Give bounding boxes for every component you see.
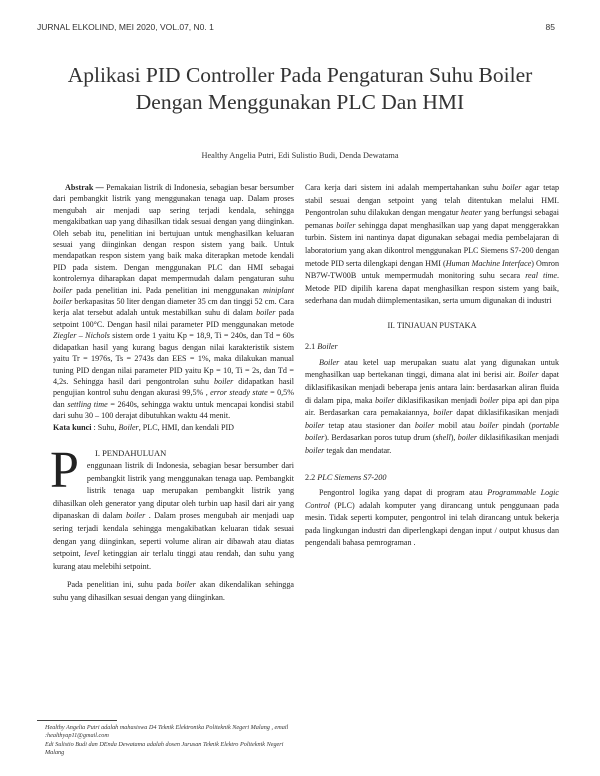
drop-cap: P	[50, 441, 79, 499]
footnotes	[45, 724, 295, 757]
footnote-author-2: Edi Sulistio Budi dan DEnda Dewatama adalah dosen Jurusan Teknik Elektro Politeknik Negeri Malang	[45, 740, 284, 756]
plc-paragraph: Pengontrol logika yang dapat di program atau Programmable Logic Control (PLC) adalah komputer yang dirancang untuk penggunaan pada mesin. Tidak seperti komputer, pengontrol ini telah dirancang untuk bekerja pada lingkungan industri dan diperlengkapi dengan input / output khusus dan pengendali bahasa pemrograman .	[305, 487, 560, 548]
boiler-paragraph: Boiler atau ketel uap merupakan suatu alat yang digunakan untuk menghasilkan uap bertekanan tinggi, dimana alat ini berisi air. Boiler dapat diklasifikasikan menjadi beberapa jenis antara lain: berdasarkan aliran fluida di dalam pipa, maka boiler diklasifikasikan menjadi boiler pipa api dan pipa air. Berdasarkan cara pemakaiannya, boiler dapat diklasifikasikan menjadi boiler tetap atau stasioner dan boiler mobil atau boiler pindah (portable boiler). Berdasarkan poros tutup drum (shell), boiler diklasifikasikan menjadi boiler tegak dan mendatar.	[305, 357, 559, 455]
keywords-label: Kata kunci	[53, 422, 92, 432]
title-line-2: Dengan Menggunakan PLC Dan HMI	[135, 90, 465, 114]
footnote-author-1: Healthy Angelia Putri adalah mahasiswa D4 Teknik Elektronika Politeknik Negeri Malang , email :healthyap11@gmail.com	[45, 724, 289, 740]
running-header	[37, 22, 555, 32]
paper-title	[30, 62, 570, 116]
keywords: Kata kunci : Suhu, Boiler, PLC, HMI, dan kendali PID	[53, 422, 235, 432]
page-number: 85	[545, 22, 555, 32]
right-column	[305, 182, 559, 550]
title-line-1: Aplikasi PID Controller Pada Pengaturan Suhu Boiler	[67, 63, 533, 87]
abstract: Abstrak — Pemakaian listrik di Indonesia, sebagian besar bersumber dari pembangkit listrik yang menggunakan tenaga uap. Dalam proses mengubah air menjadi uap sering terjadi kendala, sehingga mengakibatkan uap yang dihasilkan tidak sesuai dengan yang diinginkan. Oleh sebab itu, penelitian ini bertujuan untuk menghasilkan keluaran sesuai yang diinginkan dengan respon sistem yang baik. Untuk mendapatkan respon sistem yang baik maka diterapkan metode kendali PID pada sistem. Dengan menggunakan PLC dan HMI sebagai kontrolernya diharapkan dapat mempermudah dalam pengaturan suhu boiler pada penelitian ini. Pada penelitian ini menggunakan miniplant boiler berkapasitas 50 liter dengan diameter 35 cm dan tinggi 52 cm. Cara kerja alat tersebut adalah untuk mestabilkan suhu di dalam boiler pada setpoint 100°C. Dengan hasil nilai parameter PID menggunakan metode Ziegler – Nichols sistem orde 1 yaitu Kp = 18,9, Ti = 240s, dan Td = 60s didapatkan hasil yang kurang bagus dengan nilai karakteristik sistem yaitu Tr = 1976s, Ts = 2743s dan EES = 1%, maka dilakukan manual tuning PID dengan nilai parameter PID yaitu Kp = 10, Ti = 2s, dan Td = 4,2s. Sehingga hasil dari pengontrolan suhu boiler didapatkan hasil pengujian kontrol suhu dengan akurasi 99,5% , error steady state = 0,5% dan settling time = 2640s, sehingga waktu untuk mencapai kondisi stabil dari suhu 30 – 100 derajat dibutuhkan waktu 44 menit.	[53, 183, 295, 421]
journal-info: JURNAL ELKOLIND, MEI 2020, VOL.07, N0. 1	[37, 22, 214, 32]
intro-paragraph-2: Pada penelitian ini, suhu pada boiler akan dikendalikan sehingga suhu yang dihasilkan sesuai dengan yang diinginkan.	[53, 580, 294, 602]
introduction-section	[50, 441, 294, 605]
intro-paragraph-1: enggunaan listrik di Indonesia, sebagian besar bersumber dari pembangkit listrik yang menggunakan tenaga uap. Pembangkit listrik tenaga uap merupakan pembangkit listrik yang dihasilkan oleh generator yang diputar oleh turbin uap hasil dari air yang dipanaskan di dalam boiler . Dalam proses mengubah air menjadi uap sering terjadi kendala sehingga mengakibatkan keluaran tidak sesuai dengan yang diinginkan, seperti volume aliran air dibawah atau diatas setpoint, level ketinggian air terlalu tinggi atau rendah, dan suhu yang kurang atau melebihi setpoint.	[53, 460, 294, 571]
author-list: Healthy Angelia Putri, Edi Sulistio Budi, Denda Dewatama	[201, 151, 399, 160]
left-column	[50, 182, 295, 604]
section-heading-tinjauan: II. TINJAUAN PUSTAKA	[387, 320, 477, 330]
abstract-label: Abstrak —	[65, 183, 104, 192]
subsection-heading-boiler: 2.1 Boiler	[305, 342, 338, 352]
section-heading-introduction: I. PENDAHULUAN	[95, 447, 167, 458]
footnote-divider	[37, 720, 117, 721]
right-paragraph-1: Cara kerja dari sistem ini adalah mempertahankan suhu boiler agar tetap stabil sesuai dengan setpoint yang telah ditentukan melalui HMI. Pengontrolan suhu dilakukan dengan mengatur heater yang berfungsi sebagai pemanas boiler sehingga dapat menghasilkan uap yang dapat menggerakkan turbin. Sistem ini nantinya dapat digunakan sebagai media pembelajaran di laboratorium yang akan dikontrol menggunakan PLC Siemens S7-200 dengan metode PID serta dilengkapi dengan HMI (Human Machine Interface) Omron NB7W-TW00B untuk mempermudah monitoring suhu secara real time. Metode PID dipilih karena dapat menghasilkan respon sistem yang baik, sederhana dan mudah diimplementasikan, serta umum digunakan di industri	[305, 183, 559, 306]
subsection-heading-plc: 2.2 PLC Siemens S7-200	[305, 472, 387, 482]
